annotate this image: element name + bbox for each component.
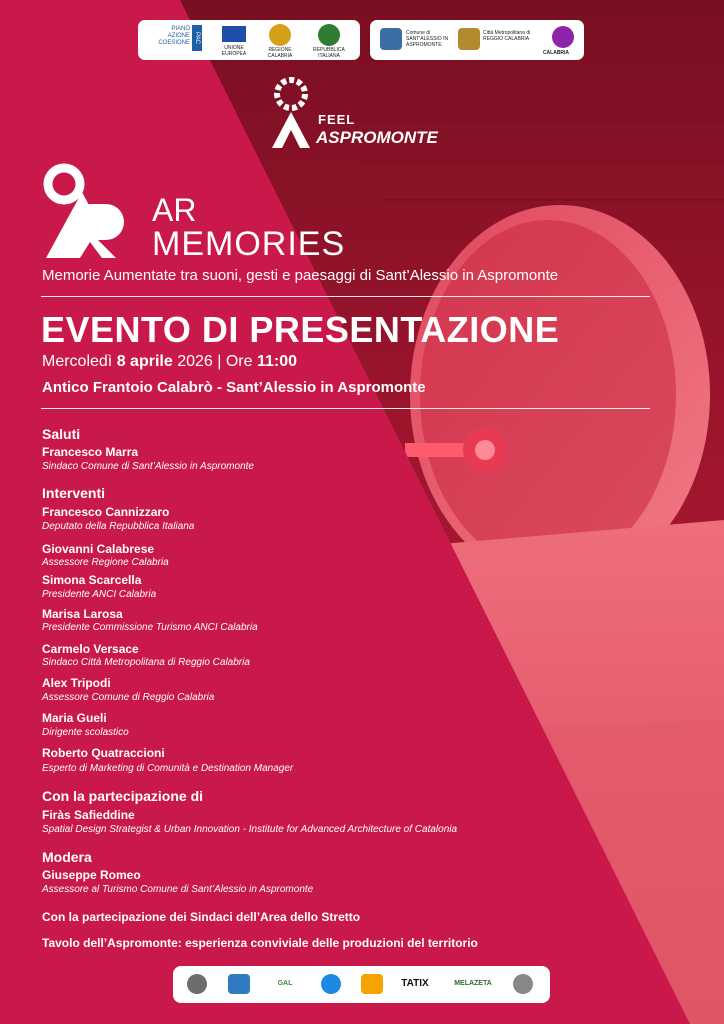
metro-crest-icon <box>458 28 480 50</box>
event-time: 11:00 <box>256 353 297 370</box>
speaker-name: Giovanni Calabrese <box>42 542 155 556</box>
repubblica-label: REPUBBLICA ITALIANA <box>313 47 345 59</box>
speaker-role: Dirigente scolastico <box>42 727 129 738</box>
speaker-name: Firàs Safieddine <box>42 808 135 822</box>
speaker-role: Assessore Regione Calabria <box>42 557 169 568</box>
eu-flag-icon <box>222 26 246 42</box>
local-logos <box>370 20 584 60</box>
event-date: 8 aprile <box>116 353 173 370</box>
speaker-role: Deputato della Repubblica Italiana <box>42 521 195 532</box>
feel-logo-line2: ASPROMONTE <box>316 128 438 147</box>
divider-bottom <box>41 408 650 409</box>
closing-note-tavolo: Tavolo dell’Aspromonte: esperienza conviviale delle produzioni del territorio <box>42 936 478 950</box>
speaker-role: Sindaco Comune di Sant’Alessio in Aspromonte <box>42 461 254 472</box>
sponsor-blue-icon <box>321 974 341 994</box>
event-title: EVENTO DI PRESENTAZIONE <box>41 309 560 350</box>
institutional-logos <box>138 20 360 60</box>
pac-badge: PAC <box>192 25 202 51</box>
ar-logo-line2: MEMORIES <box>152 225 346 263</box>
speaker-role: Presidente Commissione Turismo ANCI Calabria <box>42 622 258 633</box>
interventi-heading: Interventi <box>42 485 106 501</box>
calabria-brand-label: CALABRIA <box>542 50 570 56</box>
modera-heading: Modera <box>42 849 92 865</box>
sponsor-mountain-icon <box>228 974 250 994</box>
comune-crest-icon <box>380 28 402 50</box>
feel-logo-line1: FEEL <box>318 112 356 127</box>
speaker-name: Francesco Cannizzaro <box>42 505 170 519</box>
ar-logo-line1: AR <box>152 192 197 228</box>
speaker-name: Alex Tripodi <box>42 676 111 690</box>
pac-text: PIANO AZIONE COESIONE <box>158 26 190 46</box>
metro-label: Città Metropolitana di REGGIO CALABRIA <box>483 30 531 42</box>
comune-label: Comune di SANT'ALESSIO IN ASPROMONTE <box>406 30 449 48</box>
sponsor-melazeta-logo: MELAZETA <box>454 980 492 987</box>
speaker-name: Carmelo Versace <box>42 642 139 656</box>
sponsor-gal-logo: GAL <box>277 980 293 987</box>
speaker-name: Giuseppe Romeo <box>42 868 141 882</box>
speaker-role: Presidente ANCI Calabria <box>42 589 157 600</box>
event-venue: Antico Frantoio Calabrò - Sant’Alessio in Aspromonte <box>42 379 426 396</box>
sponsor-tatix-logo: TATIX <box>401 978 429 989</box>
italy-emblem-icon <box>318 24 340 46</box>
regione-label: REGIONE CALABRIA <box>267 47 293 59</box>
divider-top <box>41 296 650 297</box>
event-day: Mercoledì <box>42 353 113 370</box>
speaker-role: Spatial Design Strategist & Urban Innovation - Institute for Advanced Architecture of Catalonia <box>42 824 458 835</box>
partecipazione-heading: Con la partecipazione di <box>42 788 204 804</box>
ar-memories-logo-icon <box>42 162 126 260</box>
event-year: 2026 | Ore <box>177 353 253 370</box>
speaker-role: Esperto di Marketing di Comunità e Destination Manager <box>42 763 294 774</box>
speaker-role: Assessore Comune di Reggio Calabria <box>42 692 215 703</box>
closing-note-sindaci: Con la partecipazione dei Sindaci dell’Area dello Stretto <box>42 910 361 924</box>
speaker-name: Roberto Quatraccioni <box>42 746 165 760</box>
speaker-role: Assessore al Turismo Comune di Sant’Alessio in Aspromonte <box>42 884 314 895</box>
sponsor-sun-icon <box>361 974 383 994</box>
feel-aspromonte-logo-icon <box>266 74 316 152</box>
sponsor-last-icon <box>513 974 533 994</box>
event-subtitle: Memorie Aumentate tra suoni, gesti e paesaggi di Sant’Alessio in Aspromonte <box>42 267 559 284</box>
calabria-flower-icon <box>552 26 574 48</box>
sponsor-logos <box>173 966 550 1003</box>
speaker-name: Francesco Marra <box>42 445 139 459</box>
event-datetime <box>42 353 297 371</box>
sponsor-seal-icon <box>187 974 207 994</box>
eu-label: UNIONE EUROPEA <box>221 45 247 57</box>
speaker-role: Sindaco Città Metropolitana di Reggio Calabria <box>42 657 250 668</box>
speaker-name: Marisa Larosa <box>42 607 123 621</box>
saluti-heading: Saluti <box>42 426 81 442</box>
calabria-emblem-icon <box>269 24 291 46</box>
speaker-name: Maria Gueli <box>42 711 107 725</box>
speaker-name: Simona Scarcella <box>42 573 142 587</box>
